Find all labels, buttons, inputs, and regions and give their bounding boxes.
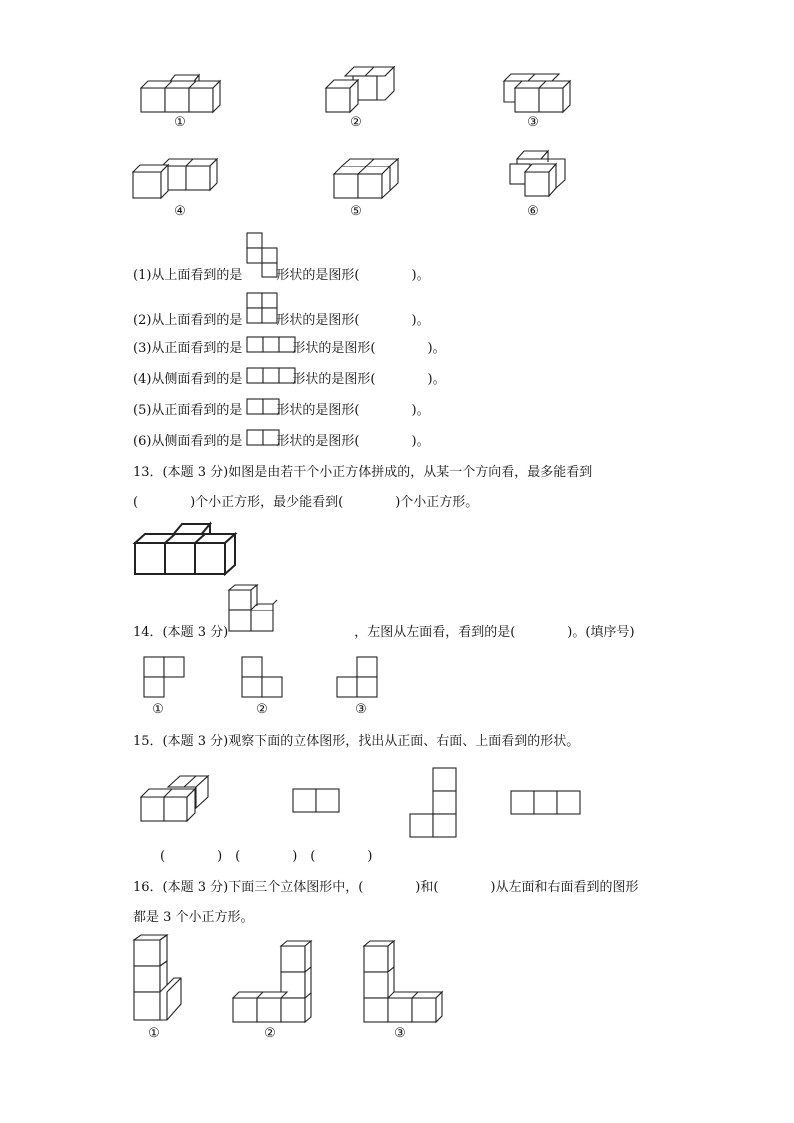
q13-line-2: ( )个小正方形，最少能看到( )个小正方形。 bbox=[133, 495, 479, 510]
q14-label-3: ③ bbox=[355, 702, 367, 717]
q15-blanks: ( ) ( ) ( ) bbox=[160, 849, 373, 864]
q12-item-5 bbox=[133, 403, 430, 419]
q16-label-1: ① bbox=[148, 1026, 160, 1041]
q12-item-6 bbox=[133, 434, 430, 450]
figure-label-1: ① bbox=[174, 115, 186, 130]
q16-cube-figure-1 bbox=[133, 934, 185, 1024]
q12-item-1 bbox=[133, 268, 430, 284]
q12-item-4 bbox=[133, 372, 446, 388]
cube-figure-1 bbox=[140, 72, 220, 114]
q14-label-1: ① bbox=[152, 702, 164, 717]
q12-item-4-suffix: 形状的是图形( )。 bbox=[292, 372, 446, 387]
q12-item-5-suffix: 形状的是图形( )。 bbox=[276, 403, 430, 418]
q16-cube-figure-2 bbox=[232, 940, 318, 1026]
cube-figure-6 bbox=[509, 150, 569, 200]
q14-prefix: 14．(本题 3 分) bbox=[133, 625, 229, 640]
q12-item-2-suffix: 形状的是图形( )。 bbox=[276, 313, 430, 328]
q12-item-6-suffix: 形状的是图形( )。 bbox=[276, 434, 430, 449]
q14-option-3-shape bbox=[336, 656, 380, 700]
q16-line-1: 16．(本题 3 分)下面三个立体图形中，( )和( )从左面和右面看到的图形 bbox=[133, 880, 639, 895]
q12-item-1-suffix: 形状的是图形( )。 bbox=[276, 268, 430, 283]
q12-item-2-prefix: (2)从上面看到的是 bbox=[133, 313, 243, 328]
q15-view-shape-c bbox=[510, 790, 584, 816]
figure-label-4: ④ bbox=[174, 204, 186, 219]
q12-item-3-suffix: 形状的是图形( )。 bbox=[292, 341, 446, 356]
q14-label-2: ② bbox=[256, 702, 268, 717]
q12-item-3-prefix: (3)从正面看到的是 bbox=[133, 341, 243, 356]
figure-label-2: ② bbox=[350, 115, 362, 130]
q14-line bbox=[133, 625, 635, 641]
q12-item-1-prefix: (1)从上面看到的是 bbox=[133, 268, 243, 283]
q16-label-2: ② bbox=[264, 1026, 276, 1041]
figure-label-5: ⑤ bbox=[350, 204, 362, 219]
q15-cube-figure bbox=[140, 775, 212, 823]
q14-option-1-shape bbox=[143, 656, 187, 700]
q12-item-4-prefix: (4)从侧面看到的是 bbox=[133, 372, 243, 387]
q14-option-2-shape bbox=[241, 656, 285, 700]
q15-view-shape-b bbox=[409, 767, 459, 839]
cube-figure-5 bbox=[333, 158, 405, 200]
q12-item-3 bbox=[133, 341, 446, 357]
figure-label-3: ③ bbox=[527, 115, 539, 130]
q16-line-2: 都是 3 个小正方形。 bbox=[133, 910, 254, 925]
q12-item-2 bbox=[133, 313, 430, 329]
q15-text: 15．(本题 3 分)观察下面的立体图形，找出从正面、右面、上面看到的形状。 bbox=[133, 734, 580, 749]
q14-suffix: ，左图从左面看，看到的是( )。(填序号) bbox=[354, 625, 635, 640]
q16-label-3: ③ bbox=[394, 1026, 406, 1041]
q15-view-shape-a bbox=[292, 788, 342, 814]
cube-figure-4 bbox=[132, 158, 216, 200]
cube-figure-2 bbox=[325, 66, 397, 116]
q16-cube-figure-3 bbox=[363, 940, 449, 1026]
cube-figure-3 bbox=[503, 72, 575, 114]
q13-cube-figure bbox=[134, 522, 236, 576]
q12-item-5-prefix: (5)从正面看到的是 bbox=[133, 403, 243, 418]
q12-item-6-prefix: (6)从侧面看到的是 bbox=[133, 434, 243, 449]
figure-label-6: ⑥ bbox=[527, 204, 539, 219]
q13-line-1: 13．(本题 3 分)如图是由若干个小正方体拼成的，从某一个方向看，最多能看到 bbox=[133, 465, 593, 480]
